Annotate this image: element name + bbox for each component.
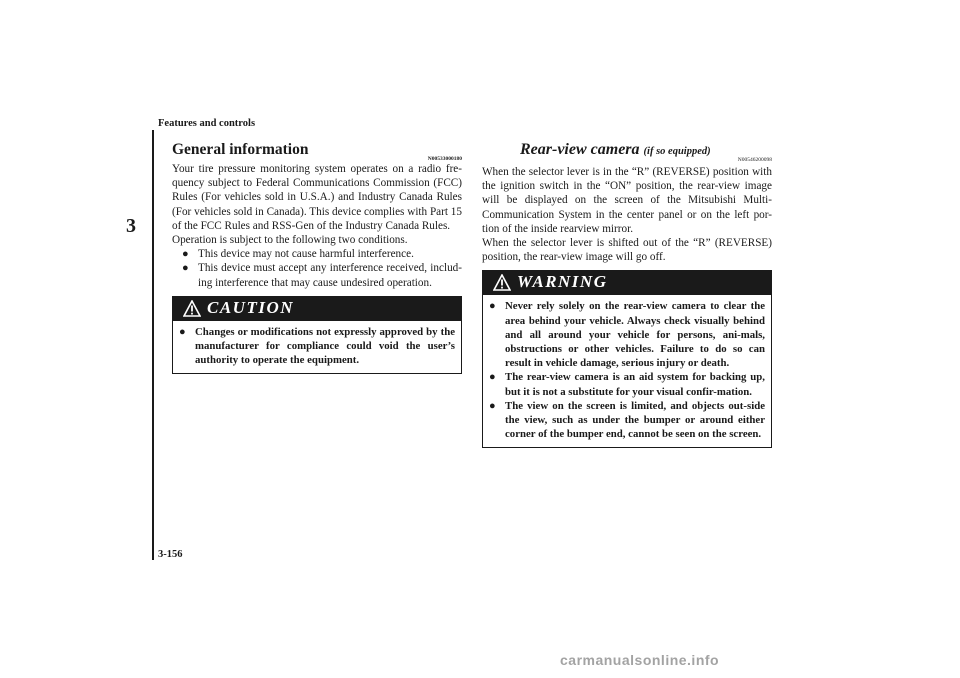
left-column [172,140,462,374]
caution-box [172,296,462,375]
caution-label: CAUTION [207,297,295,317]
bullet-icon: ● [489,399,496,412]
list-item [172,247,462,261]
list-item-text: Never rely solely on the rear-view camera to clear the area behind your vehicle. Always check visually behind and all around your vehicle for persons, ani-mals, obstructions or other vehicles. Failure to do so can result in vehicle damage, serious injury or death. [505,300,765,370]
title-text: General information [172,141,309,158]
bullet-icon: ● [489,300,496,313]
bullet-icon: ● [179,325,186,338]
list-item [172,261,462,289]
bullet-icon: ● [489,371,496,384]
bullet-icon: ● [182,248,189,261]
list-item-text: The view on the screen is limited, and objects out-side the view, such as under the bumper or around either corner of the bumper end, cannot be seen on the screen. [505,399,765,441]
list-item [489,299,765,370]
section-code: N00546200098 [737,157,772,163]
chapter-rule [152,130,154,560]
caution-list [173,321,461,374]
title-text: Rear-view camera [520,141,640,158]
body-paragraph: Your tire pressure monitoring system operates on a radio fre-quency subject to Federal Communications Commission (FCC) Rules (For vehicles sold in U.S.A.) and Industry Canada Rules (For vehicles sold in Canada). This device complies with Part 15 of the FCC Rules and RSS-Gen of the Industry Canada Rules. [172,163,462,232]
warning-triangle-icon [493,274,511,291]
chapter-number: 3 [126,215,136,237]
warning-label: WARNING [517,272,608,292]
bullet-icon: ● [182,262,189,275]
warning-header [483,271,771,295]
page-number: 3-156 [158,549,183,560]
list-item-text: Changes or modifications not expressly approved by the manufacturer for compliance could void the user’s authority to operate the equipment. [195,325,455,367]
body-paragraph: Operation is subject to the following two conditions. [172,234,408,247]
list-item-text: The rear-view camera is an aid system for backing up, but it is not a substitute for your visual confir-mation. [505,371,765,398]
section-code: N00533000180 [427,156,462,162]
body-paragraph: When the selector lever is in the “R” (REVERSE) position with the ignition switch in the “ON” position, the rear-view image will be displayed on the screen of the Mitsubishi Multi-Communication System in the center panel or on the left por-tion of the inside rearview mirror. [482,166,772,235]
title-note: (if so equipped) [643,146,711,157]
section-header: Features and controls [158,118,256,129]
list-item [179,325,455,368]
warning-list [483,295,771,447]
list-item [489,370,765,398]
body-paragraph: When the selector lever is shifted out of the “R” (REVERSE) position, the rear-view image will go off. [482,237,772,264]
list-item-text: This device may not cause harmful interference. [198,248,414,261]
right-column [482,141,772,448]
warning-box [482,270,772,448]
list-item [489,399,765,442]
watermark: carmanualsonline.info [560,652,720,668]
caution-header [173,297,461,321]
warning-triangle-icon [183,300,201,317]
list-item-text: This device must accept any interference received, includ-ing interference that may cause undesired operation. [198,262,462,289]
section-title-general-information [172,140,462,162]
condition-list [172,247,462,290]
